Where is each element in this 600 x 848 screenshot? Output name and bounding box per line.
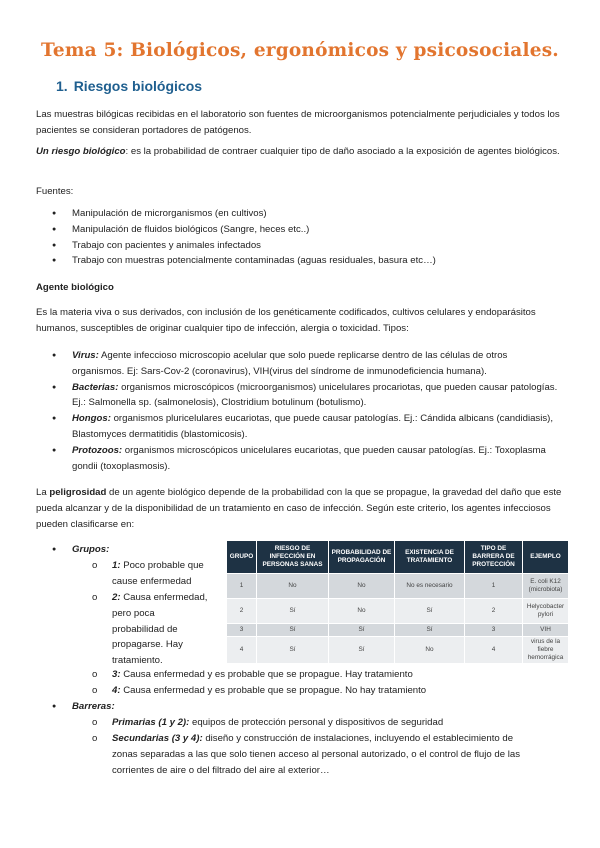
risk-groups-table bbox=[226, 540, 569, 664]
table-cell: E. coli K12 (microbiota) bbox=[523, 574, 569, 599]
table-header: RIESGO DE INFECCIÓN EN PERSONAS SANAS bbox=[257, 541, 329, 574]
table-cell: 4 bbox=[227, 637, 257, 664]
table-cell: No bbox=[395, 637, 465, 664]
table-cell: Sí bbox=[395, 599, 465, 624]
type-text: organismos microscópicos unicelulares eucariotas, que pueden causar patologías. Ej.: Toxoplasma gondii (toxoplasmosis). bbox=[72, 444, 546, 472]
table-header: EJEMPLO bbox=[523, 541, 569, 574]
type-term: Protozoos: bbox=[72, 444, 123, 456]
sources-list bbox=[52, 206, 562, 269]
barrier-text: diseño y construcción de instalaciones, incluyendo el establecimiento de bbox=[202, 733, 514, 744]
definition-text: : es la probabilidad de contraer cualquier tipo de daño asociado a la exposición de agentes biológicos. bbox=[125, 146, 560, 157]
type-text: Agente infeccioso microscopio acelular que solo puede replicarse dentro de las células de otros organismos. Ej: Sars-Cov-2 (coronavirus), VIH(virus del síndrome de inmunodeficiencia humana). bbox=[72, 350, 508, 377]
table-row bbox=[227, 574, 569, 599]
list-item bbox=[52, 443, 562, 475]
barrier-term: Primarias (1 y 2): bbox=[112, 717, 190, 728]
type-text: organismos microscópicos (microorganismos) unicelulares procariotas, que pueden causar patologías. Ej.: Salmonella sp. (salmonelosis), Clostridium botulinum (botulismo). bbox=[72, 381, 558, 409]
sources-label: Fuentes: bbox=[36, 186, 74, 197]
table-row bbox=[227, 599, 569, 624]
barriers-list bbox=[52, 699, 562, 715]
list-item bbox=[52, 380, 562, 412]
table-cell: Sí bbox=[257, 599, 329, 624]
barrier-term: Secundarias (3 y 4): bbox=[112, 733, 203, 744]
table-cell: 2 bbox=[465, 599, 523, 624]
definition-term: Un riesgo biológico bbox=[36, 146, 126, 157]
definition-paragraph bbox=[36, 144, 566, 160]
group-number: 1: bbox=[112, 560, 121, 571]
table-header: GRUPO bbox=[227, 541, 257, 574]
group-text: propagarse. Hay bbox=[112, 639, 183, 651]
group-number: 2: bbox=[112, 592, 121, 603]
table-header-row bbox=[227, 541, 569, 574]
section-heading bbox=[56, 78, 202, 94]
group-text: Causa enfermedad, bbox=[120, 592, 208, 603]
type-term: Virus: bbox=[72, 350, 99, 361]
table-cell: VIH bbox=[523, 624, 569, 637]
table-cell: Sí bbox=[257, 624, 329, 637]
group-text: Causa enfermedad y es probable que se propague. No hay tratamiento bbox=[120, 685, 427, 696]
page-title: Tema 5: Biológicos, ergonómicos y psicosociales. bbox=[41, 40, 559, 61]
group-number: 4: bbox=[112, 685, 121, 696]
list-item: ● Manipulación de fluidos biológicos (Sangre, heces etc..) bbox=[52, 222, 562, 238]
group-text: pero poca bbox=[112, 607, 155, 619]
table-cell: 1 bbox=[227, 574, 257, 599]
intro-paragraph: Las muestras bilógicas recibidas en el laboratorio son fuentes de microorganismos potencialmente perjudiciales y todos los pacientes se consideran portadores de patógenos. bbox=[36, 109, 560, 136]
table-cell: Sí bbox=[329, 637, 395, 664]
list-item: ● Trabajo con muestras potencialmente contaminadas (aguas residuales, basura etc…) bbox=[52, 253, 562, 269]
type-term: Hongos: bbox=[72, 413, 111, 425]
section-number: 1. bbox=[56, 78, 68, 94]
table-header: PROBABILIDAD DE PROPAGACIÓN bbox=[329, 541, 395, 574]
table-cell: 2 bbox=[227, 599, 257, 624]
table-cell: virus de la fiebre hemorrágica bbox=[523, 637, 569, 664]
table-cell: 1 bbox=[465, 574, 523, 599]
agent-heading: Agente biológico bbox=[36, 282, 114, 293]
groups-list bbox=[52, 542, 222, 558]
table-cell: 3 bbox=[465, 624, 523, 637]
barrier-text: zonas separadas a las que solo tienen acceso al personal autorizado, o el control de flujo de las bbox=[112, 748, 520, 760]
danger-paragraph bbox=[36, 485, 566, 532]
danger-text: de un agente biológico depende de la probabilidad con la que se propague, la gravedad del daño que este pueda alcanzar y de la disponibilidad de un tratamiento en caso de infección. Según este criterio, los agentes infecciosos pueden clasificarse en: bbox=[36, 487, 562, 530]
table-row bbox=[227, 637, 569, 664]
table-cell: No es necesario bbox=[395, 574, 465, 599]
barrier-text: corrientes de aire o del filtrado del aire al exterior… bbox=[112, 764, 330, 776]
table-cell: Sí bbox=[329, 624, 395, 637]
list-item bbox=[52, 699, 562, 715]
table-cell: Sí bbox=[257, 637, 329, 664]
table-cell: 4 bbox=[465, 637, 523, 664]
list-item bbox=[52, 411, 562, 443]
danger-term: peligrosidad bbox=[49, 487, 107, 498]
group-number: 3: bbox=[112, 669, 121, 680]
group-text: probabilidad de bbox=[112, 623, 178, 635]
table-cell: 3 bbox=[227, 624, 257, 637]
types-list bbox=[52, 348, 562, 474]
table-header: TIPO DE BARRERA DE PROTECCIÓN bbox=[465, 541, 523, 574]
table-cell: No bbox=[329, 599, 395, 624]
group-text: Poco probable que bbox=[120, 560, 204, 571]
list-item: ● Trabajo con pacientes y animales infectados bbox=[52, 238, 562, 254]
barriers-label: Barreras: bbox=[72, 701, 115, 712]
danger-pre: La bbox=[36, 487, 50, 498]
type-term: Bacterias: bbox=[72, 381, 119, 393]
table-cell: No bbox=[329, 574, 395, 599]
section-title: Riesgos biológicos bbox=[73, 78, 203, 94]
group-text: cause enfermedad bbox=[112, 575, 192, 587]
table-cell: Helycobacter pylori bbox=[523, 599, 569, 624]
groups-label: Grupos: bbox=[72, 544, 110, 555]
type-text: organismos pluricelulares eucariotas, que puede causar patologías. Ej.: Cándida albicans (candidiasis), Blastomyces dermatitidis (blastomicosis). bbox=[72, 413, 554, 440]
list-item bbox=[52, 348, 562, 380]
agent-paragraph: Es la materia viva o sus derivados, con inclusión de los genéticamente codificados, cultivos celulares y endoparásitos humanos, susceptibles de originar cualquier tipo de infección, alergia o toxicidad. Tipos: bbox=[36, 307, 536, 334]
table-header: EXISTENCIA DE TRATAMIENTO bbox=[395, 541, 465, 574]
table-row bbox=[227, 624, 569, 637]
table-cell: Sí bbox=[395, 624, 465, 637]
table-cell: No bbox=[257, 574, 329, 599]
list-item: ● Manipulación de microrganismos (en cultivos) bbox=[52, 206, 562, 222]
list-item bbox=[52, 542, 222, 558]
group-text: tratamiento. bbox=[112, 655, 163, 667]
barrier-text: equipos de protección personal y dispositivos de seguridad bbox=[189, 717, 444, 728]
group-text: Causa enfermedad y es probable que se propague. Hay tratamiento bbox=[120, 669, 413, 680]
